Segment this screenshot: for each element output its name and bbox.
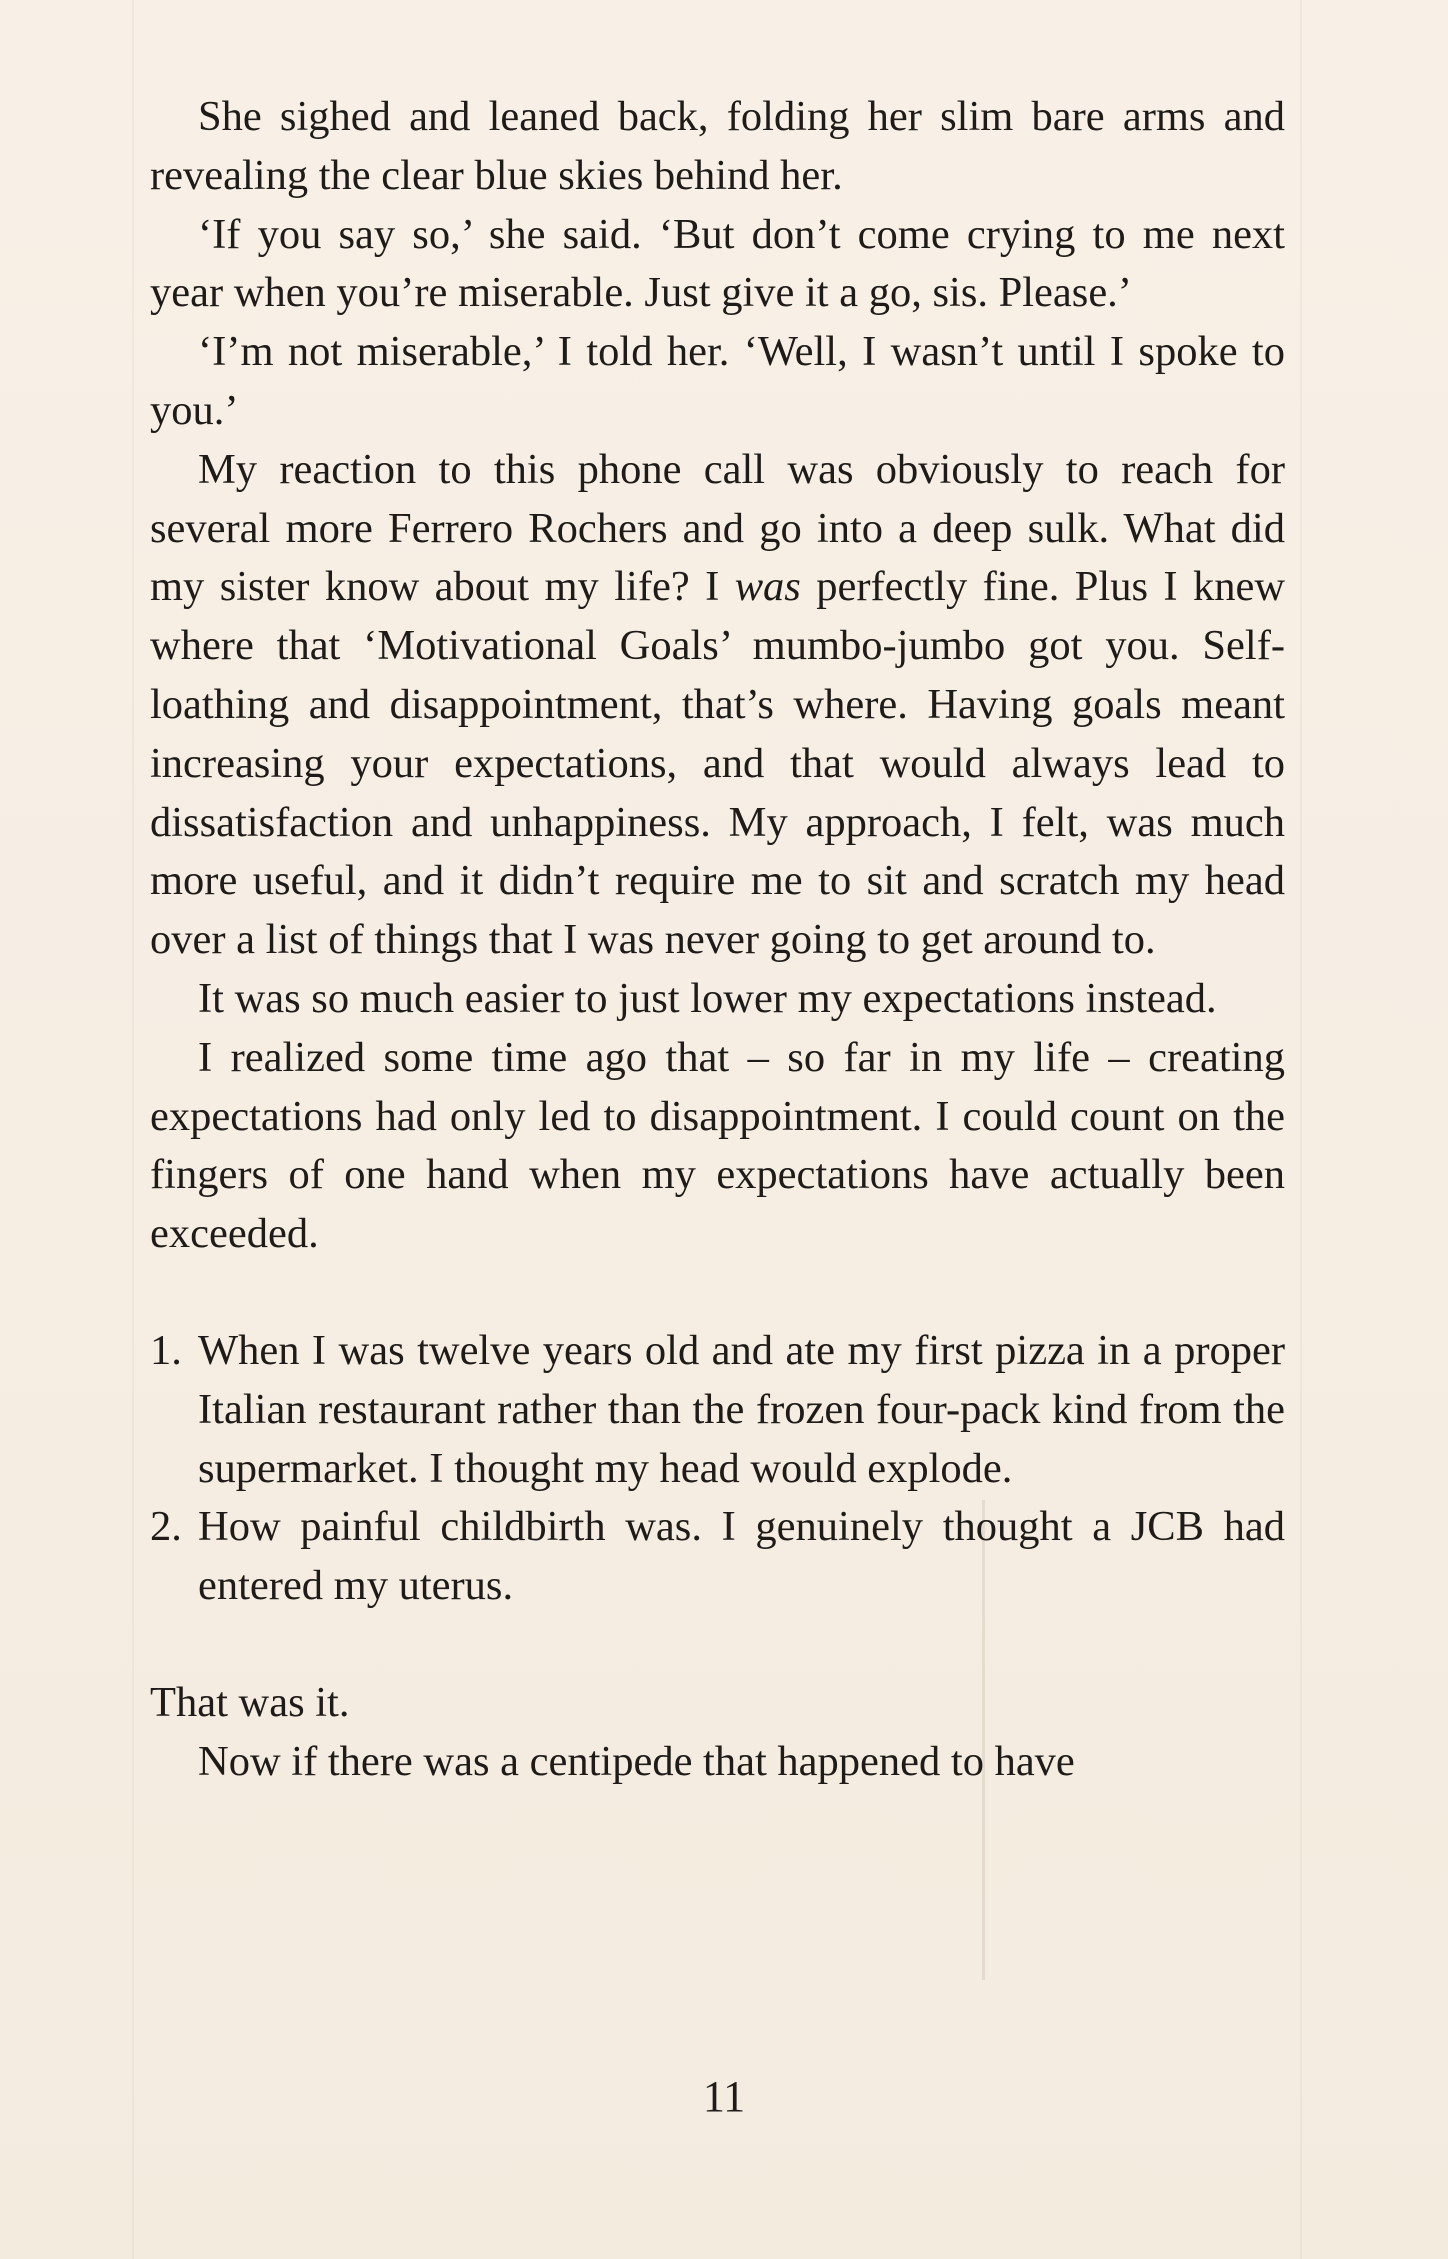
list-number: 1. xyxy=(150,1326,182,1374)
list-item xyxy=(150,1322,1285,1498)
show-through-line xyxy=(1300,0,1302,2259)
paragraph: She sighed and leaned back, folding her slim bare arms and revealing the clear blue skies behind her. xyxy=(150,93,1285,199)
show-through-line xyxy=(132,0,134,2259)
paragraph: ‘If you say so,’ she said. ‘But don’t come crying to me next year when you’re miserable. Just give it a go, sis. Please.’ xyxy=(150,210,1285,317)
paragraph: Now if there was a centipede that happened to have xyxy=(198,1737,1075,1785)
body-text xyxy=(150,88,1285,1792)
paragraph: That was it. xyxy=(150,1678,350,1726)
paragraph: It was so much easier to just lower my expectations instead. xyxy=(198,974,1217,1022)
paragraph: ‘I’m not miserable,’ I told her. ‘Well, I wasn’t until I spoke to you.’ xyxy=(150,328,1285,434)
list-item xyxy=(150,1498,1285,1616)
text-run: My reaction to this phone call was obviously to reach for several more Ferrero Rochers and go into a deep sulk. What did my sister know about my life? I xyxy=(150,445,1285,611)
italic-word: was xyxy=(734,563,801,611)
page-number: 11 xyxy=(702,2072,746,2121)
list-item-text: How painful childbirth was. I genuinely thought a JCB had entered my uterus. xyxy=(198,1503,1285,1610)
paragraph-reaction xyxy=(150,441,1285,970)
list-number: 2. xyxy=(150,1503,182,1551)
numbered-list xyxy=(150,1322,1285,1616)
list-item-text: When I was twelve years old and ate my first pizza in a proper Italian restaurant rather than the frozen four-pack kind from the supermarket. I thought my head would explode. xyxy=(198,1326,1285,1492)
paragraph: I realized some time ago that – so far in my life – creating expectations had only led to disappointment. I could count on the fingers of one hand when my expectations have actually been exceeded. xyxy=(150,1033,1285,1258)
text-run: perfectly fine. Plus I knew where that ‘Motivational Goals’ mumbo-jumbo got you. Self-loathing and disappointment, that’s where. Having goals meant increasing your expectations, and that would always lead to dissatisfaction and unhappiness. My approach, I felt, was much more useful, and it didn’t require me to sit and scratch my head over a list of things that I was never going to get around to. xyxy=(150,563,1286,964)
